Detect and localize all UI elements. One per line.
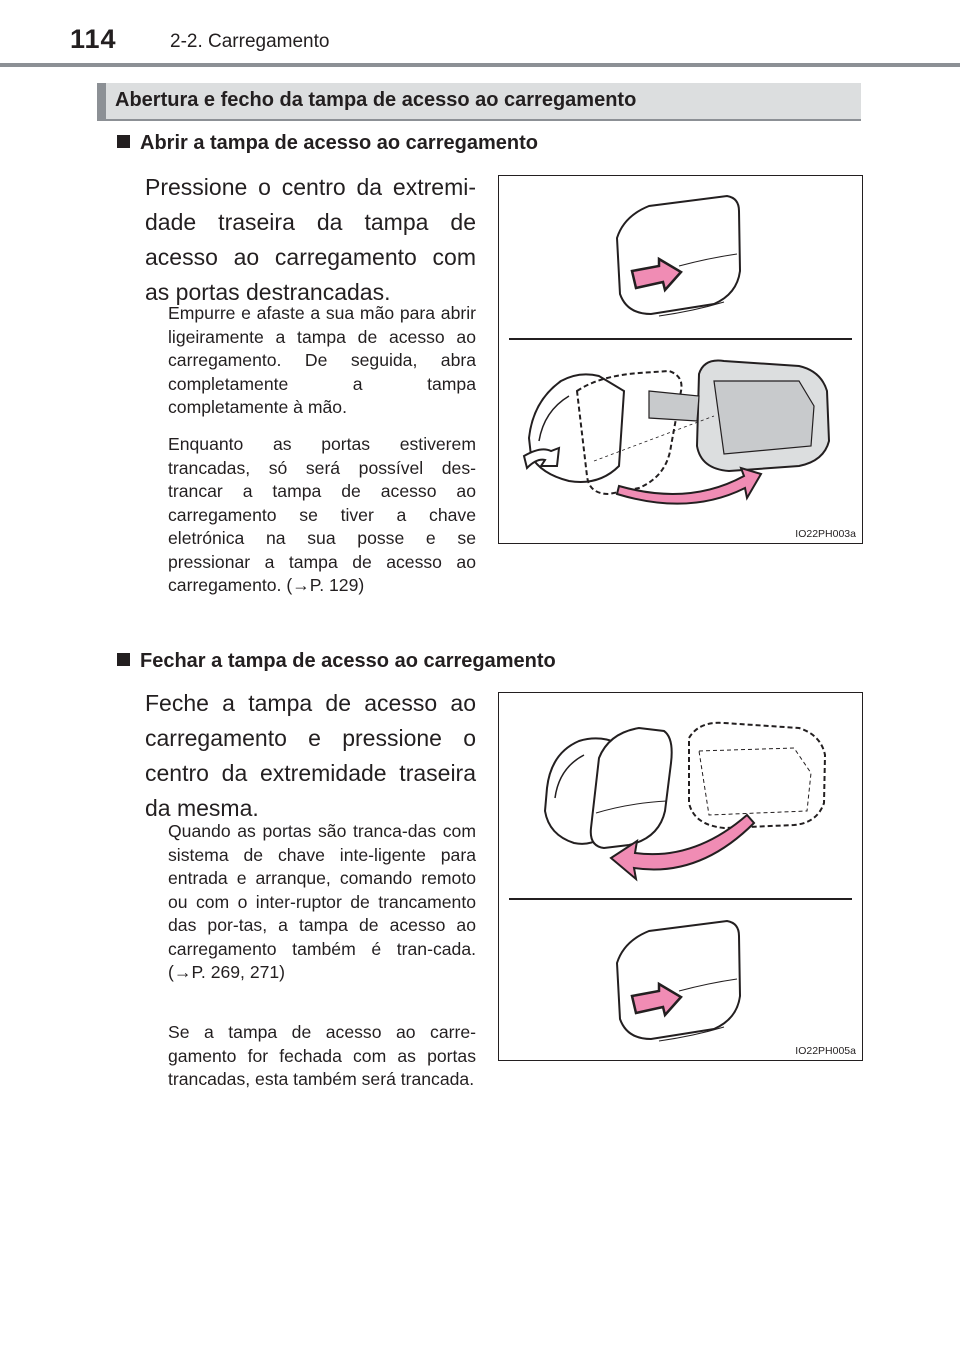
close-instruction: Feche a tampa de acesso ao carregamento e pressione o centro da extremidade traseira da mesma.	[145, 690, 476, 821]
subheading-close	[117, 650, 556, 673]
header-rule	[0, 63, 960, 67]
open-note-2: Enquanto as portas estiverem trancadas, só será possível des-trancar a tampa de acesso ao carregamento se tiver a chave eletrónica na sua posse e se pressionar a tampa de acesso ao carregamento. (→P. 129)	[168, 434, 476, 595]
figure-code-open: IO22PH003a	[795, 528, 856, 540]
section-accent	[97, 83, 106, 119]
subheading-open-text: Abrir a tampa de acesso ao carregamento	[140, 132, 538, 154]
subheading-open	[117, 132, 538, 155]
page-number: 114	[70, 24, 117, 54]
square-bullet-icon	[117, 653, 130, 666]
open-instruction: Pressione o centro da extremi-dade traseira da tampa de acesso ao carregamento com as portas destrancadas.	[145, 174, 476, 305]
open-lid-illustration	[499, 176, 862, 543]
figure-code-close: IO22PH005a	[795, 1045, 856, 1057]
section-title: Abertura e fecho da tampa de acesso ao carregamento	[115, 89, 637, 111]
section-title-bar	[97, 83, 861, 121]
close-note-2: Se a tampa de acesso ao carre-gamento for fechada com as portas trancadas, esta também será trancada.	[168, 1022, 476, 1089]
figure-close-lid	[498, 692, 863, 1061]
figure-open-lid	[498, 175, 863, 544]
close-lid-illustration	[499, 693, 862, 1060]
open-note-1: Empurre e afaste a sua mão para abrir ligeiramente a tampa de acesso ao carregamento. De seguida, abra completamente a tampa completamente à mão.	[168, 303, 476, 417]
figure-divider	[509, 338, 852, 340]
close-note-1: Quando as portas são tranca-das com sistema de chave inte-ligente para entrada e arranque, comando remoto ou com o inter-ruptor de trancamento das por-tas, a tampa de acesso ao carregamento também é tran-cada. (→P. 269, 271)	[168, 821, 476, 982]
subheading-close-text: Fechar a tampa de acesso ao carregamento	[140, 650, 556, 672]
chapter-title: 2-2. Carregamento	[170, 31, 330, 52]
page-header	[0, 0, 960, 70]
square-bullet-icon	[117, 135, 130, 148]
figure-divider	[509, 898, 852, 900]
